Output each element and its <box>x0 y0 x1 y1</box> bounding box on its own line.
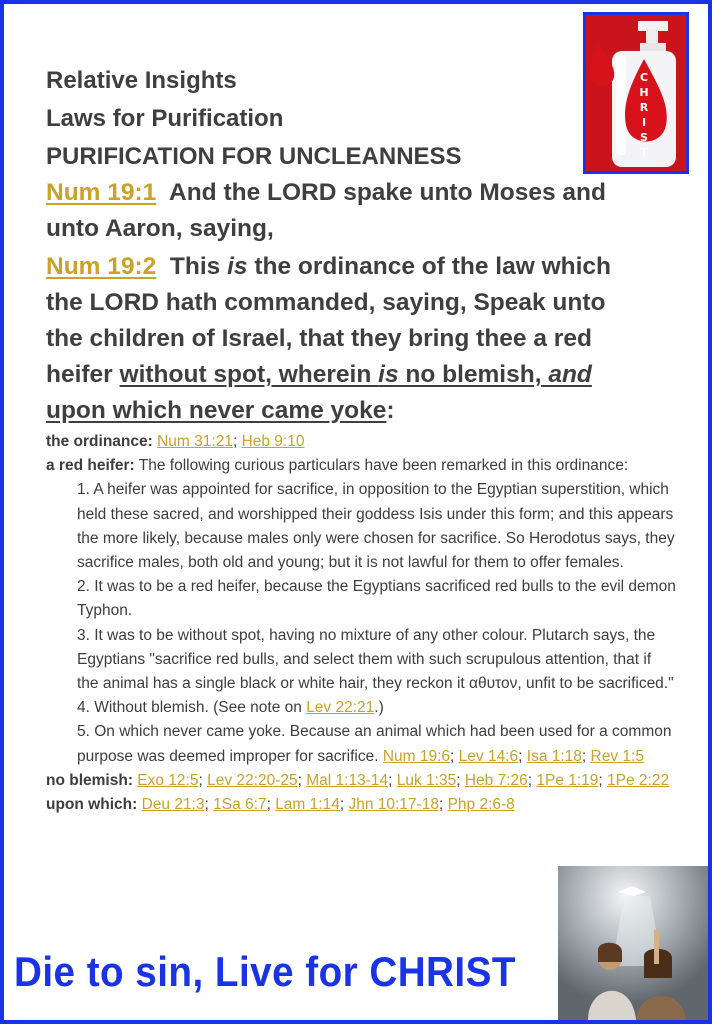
cross-reference-link[interactable]: 1Pe 2:22 <box>607 771 670 789</box>
verse-underlined: no blemish, <box>398 361 542 388</box>
cross-reference-link[interactable]: Num 31:21 <box>157 433 233 450</box>
commentary-notes <box>46 430 676 817</box>
logo-letter: I <box>641 116 647 129</box>
cross-reference-link[interactable]: Php 2:6-8 <box>447 796 515 814</box>
note-red-heifer <box>46 454 676 478</box>
verse-num-19-2 <box>46 249 646 429</box>
soap-bottle-icon <box>586 15 686 171</box>
note-text: .) <box>374 699 384 717</box>
banner-text: Die to sin, Live for CHRIST <box>14 948 516 995</box>
note-point-1: 1. A heifer was appointed for sacrifice, in opposition to the Egyptian superstition, which held these sacred, and worshipped their goddess Isis under this form; and this appears the more likely, because males only were chosen for sacrifice. So Herodotus says, they sacrifice males, both old and young; but it is not lawful for them to offer females. <box>77 481 675 572</box>
note-upon-which: upon which: Deu 21:3; 1Sa 6:7; Lam 1:14; Jhn 10:17-18; Php 2:6-8 <box>46 796 515 814</box>
logo-letter: R <box>639 101 649 114</box>
cross-reference-link[interactable]: Mal 1:13-14 <box>306 771 389 789</box>
cross-reference-link[interactable]: Isa 1:18 <box>526 747 582 765</box>
verse-underlined: without spot, wherein <box>119 361 379 388</box>
note-label: no blemish: <box>46 771 133 789</box>
baptism-image-icon <box>558 866 708 1020</box>
cross-reference-link[interactable]: Lev 22:21 <box>306 699 375 717</box>
cross-reference-link[interactable]: Luk 1:35 <box>396 771 457 789</box>
section-title: Laws for Purification <box>46 105 284 132</box>
series-title: Relative Insights <box>46 67 237 94</box>
verse-italic: is <box>227 253 248 280</box>
verse-underlined-italic: is <box>378 361 399 388</box>
note-label: a red heifer: <box>46 457 135 475</box>
logo-letter: C <box>639 71 649 84</box>
cross-reference-link[interactable]: Exo 12:5 <box>137 771 199 789</box>
verse-underlined-italic: and <box>541 361 592 388</box>
cross-reference-link[interactable]: Heb 9:10 <box>241 433 305 450</box>
logo-letter: S <box>640 131 648 144</box>
baptism-illustration <box>558 866 708 1020</box>
verse-reference-link[interactable]: Num 19:1 <box>46 179 157 206</box>
note-point-5: 5. On which never came yoke. Because an animal which had been used for a common purpose was deemed improper for sacrifice. Num 19:6; Lev 14:6; Isa 1:18; Rev 1:5 <box>77 723 672 765</box>
christ-soap-logo <box>583 12 689 174</box>
heading-block <box>46 62 666 176</box>
logo-letter: T <box>640 146 648 159</box>
note-label: upon which: <box>46 796 138 814</box>
cross-reference-link[interactable]: Lam 1:14 <box>275 796 340 814</box>
verse-text: the ordinance of the law which the LORD hath commanded, saying, Speak unto the children of Israel, that they bring thee a red heifer <box>46 253 611 388</box>
cross-reference-link[interactable]: Num 19:6 <box>382 747 451 765</box>
logo-letter: H <box>639 86 649 99</box>
cross-reference-link[interactable]: 1Sa 6:7 <box>213 796 267 814</box>
cross-reference-link[interactable]: Deu 21:3 <box>141 796 205 814</box>
verse-reference-link[interactable]: Num 19:2 <box>46 253 157 280</box>
verse-underlined: upon which never came yoke <box>46 397 387 424</box>
cross-reference-link[interactable]: Rev 1:5 <box>590 747 644 765</box>
cross-reference-link[interactable]: Lev 22:20-25 <box>207 771 298 789</box>
verse-text: This <box>169 253 228 280</box>
cross-reference-link[interactable]: 1Pe 1:19 <box>536 771 599 789</box>
cross-reference-link[interactable]: Lev 14:6 <box>458 747 519 765</box>
subsection-title: PURIFICATION FOR UNCLEANNESS <box>46 143 462 170</box>
note-text: 4. Without blemish. (See note on <box>77 699 307 717</box>
cross-reference-link[interactable]: Heb 7:26 <box>464 771 528 789</box>
note-point-4 <box>46 696 676 720</box>
verse-end: : <box>386 397 395 424</box>
verse-num-19-1 <box>46 175 646 247</box>
note-point-2: 2. It was to be a red heifer, because the Egyptians sacrificed red bulls to the evil demon Typhon. <box>77 578 676 620</box>
note-label: the ordinance: <box>46 433 153 450</box>
note-text: 5. On which never came yoke. Because an animal which had been used for a common purpose was deemed improper for sacrifice. <box>77 723 672 765</box>
cross-reference-link[interactable]: Jhn 10:17-18 <box>348 796 439 814</box>
note-text: The following curious particulars have been remarked in this ordinance: <box>138 457 629 475</box>
verse-text: And the LORD spake unto Moses and unto Aaron, saying, <box>46 179 606 242</box>
note-no-blemish: no blemish: Exo 12:5; Lev 22:20-25; Mal 1:13-14; Luk 1:35; Heb 7:26; 1Pe 1:19; 1Pe 2:22 <box>46 771 670 789</box>
note-ordinance: the ordinance: Num 31:21; Heb 9:10 <box>46 433 305 450</box>
note-point-3: 3. It was to be without spot, having no mixture of any other colour. Plutarch says, the Egyptians "sacrifice red bulls, and select them with such scrupulous attention, that if the animal has a single black or white hair, they reckon it αθυτον, unfit to be sacrificed." <box>77 626 674 693</box>
